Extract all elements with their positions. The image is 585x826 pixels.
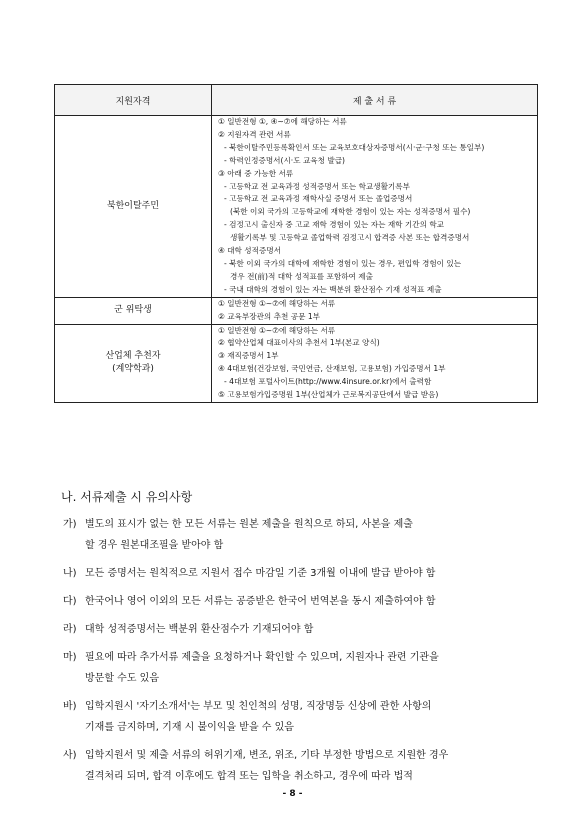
note-line: 기재를 금지하며, 기재 시 불이익을 받을 수 있음 [85, 722, 294, 733]
note-text [85, 563, 538, 584]
note-item [63, 514, 538, 556]
note-line: 방문할 수도 있음 [85, 673, 159, 684]
table-row [55, 116, 538, 298]
note-item [63, 619, 538, 640]
document-item: - 고등학교 전 교육과정 성적증명서 또는 학교생활기록부 [224, 181, 410, 191]
document-item: ③ 아래 중 가능한 서류 [218, 168, 294, 178]
qualification-label: 군 위탁생 [114, 305, 152, 316]
document-item: ④ 4대보험(건강보험, 국민연금, 산재보험, 고용보험) 가입증명서 1부 [218, 364, 446, 374]
document-item: ② 협약산업체 대표이사의 추천서 1부(본교 양식) [218, 338, 380, 348]
qualification-cell [55, 324, 212, 402]
documents-cell [212, 324, 538, 402]
note-line: 결격처리 되며, 합격 이후에도 합격 또는 입학을 취소하고, 경우에 따라 법적 [85, 771, 413, 782]
note-item [63, 563, 538, 584]
note-item [63, 647, 538, 689]
note-item [63, 696, 538, 738]
page-number: - 8 - [282, 789, 303, 799]
note-marker: 라) [63, 624, 77, 635]
note-text [85, 619, 538, 640]
table-row [55, 324, 538, 402]
note-line: 입학지원시 '자기소개서'는 부모 및 친인척의 성명, 직장명등 신상에 관한 사항의 [85, 701, 432, 712]
note-text [85, 745, 538, 787]
document-item: ② 지원자격 관련 서류 [218, 129, 291, 139]
note-text [85, 591, 538, 612]
document-item: - 국내 대학의 경험이 있는 자는 백분위 환산점수 기재 성적표 제출 [224, 284, 442, 294]
note-text [85, 696, 538, 738]
document-item: - 검정고시 출신자 중 고교 재학 경험이 있는 자는 재학 기간의 학교 [224, 220, 445, 230]
document-item: ① 일반전형 ①~⑦에 해당하는 서류 [218, 325, 336, 335]
header-qualification: 지원자격 [55, 85, 212, 116]
document-item: ① 일반전형 ①~⑦에 해당하는 서류 [218, 298, 336, 308]
document-item: - 4대보험 포털사이트(http://www.4insure.or.kr)에서 출력함 [224, 377, 432, 387]
note-line: 입학지원서 및 제출 서류의 허위기재, 변조, 위조, 기타 부정한 방법으로 지원한 경우 [85, 750, 449, 761]
document-item: ② 교육부장관의 추천 공문 1부 [218, 311, 320, 321]
note-marker: 가) [63, 519, 77, 530]
document-item: - 북한이탈주민등록확인서 또는 교육보호대상자증명서(시·군·구청 또는 통일부) [224, 142, 485, 152]
document-item: - 학력인정증명서(시·도 교육청 발급) [224, 155, 346, 165]
qualification-cell [55, 297, 212, 324]
note-marker: 나) [63, 568, 77, 579]
qualification-label: (계약학과) [112, 364, 154, 375]
note-line: 할 경우 원본대조필을 받아야 함 [85, 540, 224, 551]
submission-documents-table [54, 84, 538, 403]
note-line: 모든 증명서는 원칙적으로 지원서 접수 마감일 기준 3개월 이내에 발급 받아야 함 [85, 568, 436, 579]
documents-cell [212, 297, 538, 324]
note-marker: 바) [63, 701, 77, 712]
qualification-label: 북한이탈주민 [106, 200, 160, 211]
document-item: 경우 전(前)적 대학 성적표를 포함하여 제출 [230, 271, 373, 281]
note-text [85, 514, 538, 556]
note-text [85, 647, 538, 689]
note-item [63, 591, 538, 612]
note-marker: 사) [63, 750, 77, 761]
document-item: - 북한 이외 국가의 대학에 재학한 경험이 있는 경우, 편입학 경험이 있는 [224, 258, 462, 268]
documents-cell [212, 116, 538, 298]
table-header-row [55, 85, 538, 116]
section-title: 나. 서류제출 시 유의사항 [61, 490, 193, 504]
note-item [63, 745, 538, 787]
document-item: (북한 이외 국가의 고등학교에 재학한 경험이 있는 자는 성적증명서 필수) [230, 207, 471, 217]
note-line: 필요에 따라 추가서류 제출을 요청하거나 확인할 수 있으며, 지원자나 관련 기관을 [85, 652, 439, 663]
document-item: ① 일반전형 ①, ④~⑦에 해당하는 서류 [218, 117, 347, 126]
document-item: ④ 대학 성적증명서 [218, 246, 281, 256]
note-line: 한국어나 영어 이외의 모든 서류는 공증받은 한국어 번역본을 동시 제출하여야 함 [85, 596, 436, 607]
document-item: ③ 재직증명서 1부 [218, 351, 279, 361]
note-line: 대학 성적증명서는 백분위 환산점수가 기재되어야 함 [85, 624, 314, 635]
notes-list [63, 514, 538, 794]
document-item: 생활기록부 및 고등학교 졸업학력 검정고시 합격증 사본 또는 합격증명서 [230, 233, 470, 243]
qualification-label: 산업체 추천자 [105, 351, 161, 362]
header-documents: 제 출 서 류 [212, 85, 538, 116]
note-marker: 마) [63, 652, 77, 663]
document-item: ⑤ 고용보험가입증명원 1부(산업체가 근로복지공단에서 발급 받음) [218, 390, 439, 400]
note-marker: 다) [63, 596, 77, 607]
table-row [55, 297, 538, 324]
qualification-cell [55, 116, 212, 298]
document-item: - 고등학교 전 교육과정 재학사실 증명서 또는 졸업증명서 [224, 194, 413, 204]
note-line: 별도의 표시가 없는 한 모든 서류는 원본 제출을 원칙으로 하되, 사본을 제출 [85, 519, 413, 530]
